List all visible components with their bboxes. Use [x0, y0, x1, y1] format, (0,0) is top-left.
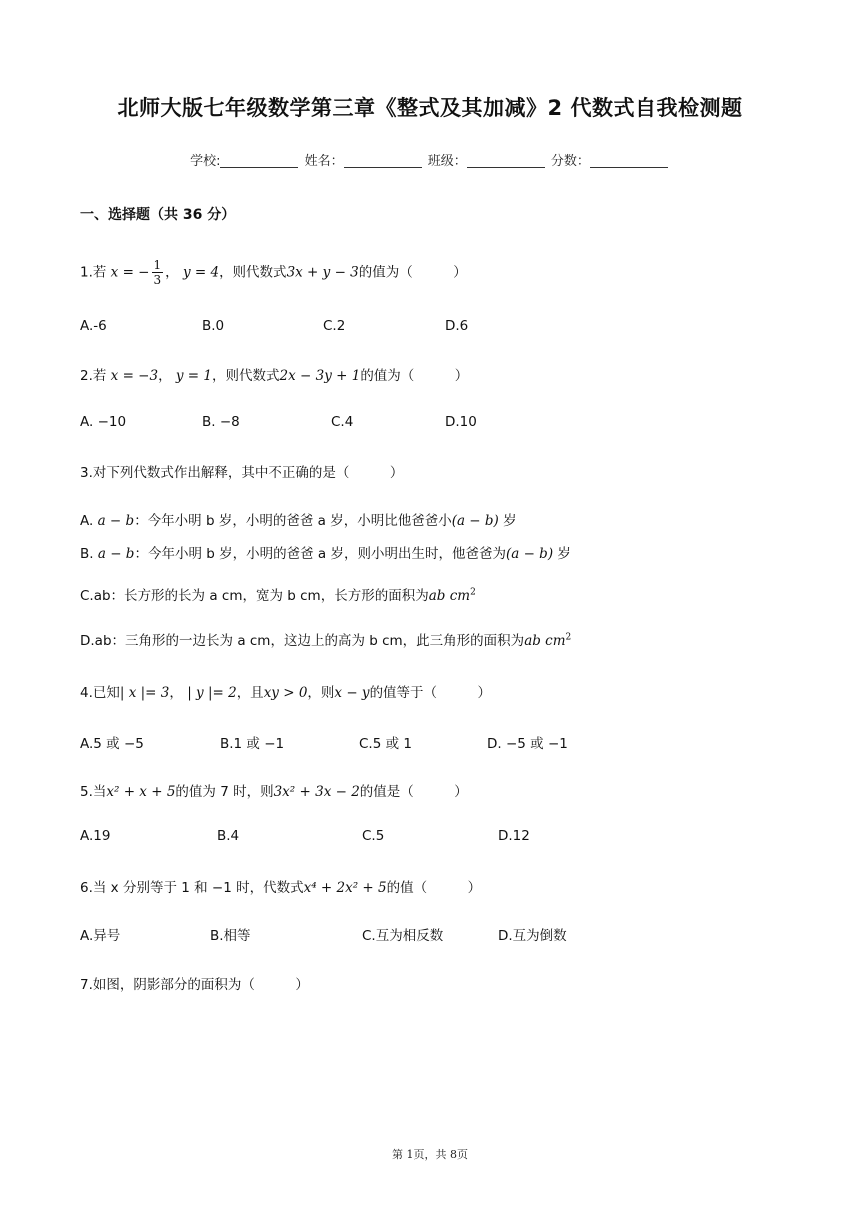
q4-option-c[interactable]: C.5 或 1: [359, 736, 412, 752]
question-4-stem: [80, 681, 491, 701]
q1-option-c[interactable]: C.2: [323, 318, 346, 334]
q1-prefix: 1.若: [80, 264, 111, 281]
q3-b-expr: a − b: [97, 546, 135, 562]
q4-mid: ，且: [236, 685, 264, 701]
q2-sep: ，: [158, 368, 176, 384]
section-heading: 一、选择题（共 36 分）: [80, 207, 236, 223]
q5-prefix: 5.当: [80, 784, 107, 800]
q6-option-d[interactable]: D.互为倒数: [498, 928, 567, 944]
name-blank: [344, 153, 422, 168]
q1-fraction: [152, 258, 164, 287]
q2-mid: ，则代数式: [212, 368, 280, 384]
q2-x-eq: x = −3: [110, 368, 159, 384]
q6-option-c[interactable]: C.互为相反数: [362, 928, 444, 944]
q3-a-prefix: A.: [80, 513, 98, 529]
q3-a-text: ：今年小明 b 岁，小明的爸爸 a 岁，小明比他爸爸小: [134, 513, 452, 529]
q4-sep: ，: [169, 685, 188, 701]
question-2-stem: [80, 364, 468, 384]
q3-b-prefix: B.: [80, 546, 98, 562]
q1-option-b[interactable]: B.0: [202, 318, 225, 334]
q1-sep: ，: [165, 264, 183, 281]
question-1-stem: [80, 258, 467, 287]
q3-a-suffix: 岁: [498, 513, 517, 529]
score-label: 分数：: [550, 154, 590, 169]
q4-suffix: 的值等于（ ）: [369, 685, 492, 701]
q5-expression-1: x² + x + 5: [106, 784, 176, 800]
q5-option-a[interactable]: A.19: [80, 828, 111, 844]
q5-expression-2: 3x² + 3x − 2: [273, 784, 360, 800]
q4-option-a[interactable]: A.5 或 −5: [80, 736, 144, 752]
q1-option-a[interactable]: A.-6: [80, 318, 107, 334]
q6-option-a[interactable]: A.异号: [80, 928, 121, 944]
q2-suffix: 的值为（ ）: [360, 368, 469, 384]
q2-expression: 2x − 3y + 1: [279, 368, 361, 384]
q3-option-a[interactable]: [80, 509, 517, 529]
q3-d-expr: ab cm: [524, 633, 566, 649]
q3-d-text: D.ab：三角形的一边长为 a cm，这边上的高为 b cm，此三角形的面积为: [80, 633, 525, 649]
q6-option-b[interactable]: B.相等: [210, 928, 251, 944]
name-label: 姓名：: [304, 154, 344, 169]
q2-prefix: 2.若: [80, 368, 111, 384]
document-title: 北师大版七年级数学第三章《整式及其加减》2 代数式自我检测题: [117, 96, 743, 120]
q5-suffix: 的值是（ ）: [359, 784, 468, 800]
q4-expression: x − y: [334, 685, 370, 701]
q3-option-b[interactable]: [80, 542, 571, 562]
q2-y-eq: y = 1: [175, 368, 213, 384]
q4-mid3: ，则: [307, 685, 335, 701]
q4-option-d[interactable]: D. −5 或 −1: [487, 736, 568, 752]
q5-option-b[interactable]: B.4: [217, 828, 240, 844]
q1-frac-den: 3: [153, 273, 162, 287]
q4-condition: xy > 0: [263, 685, 308, 701]
q1-x-eq: x = −: [110, 264, 150, 281]
student-info-line: [0, 150, 860, 169]
q1-suffix: 的值为（ ）: [358, 264, 467, 281]
q4-abs-y: | y |= 2: [187, 685, 237, 701]
school-label: 学校:: [190, 154, 221, 169]
q3-b-text: ：今年小明 b 岁，小明的爸爸 a 岁，则小明出生时，他爸爸为: [134, 546, 506, 562]
q1-expression: 3x + y − 3: [286, 264, 359, 281]
q5-option-d[interactable]: D.12: [498, 828, 530, 844]
question-6-stem: [80, 876, 481, 896]
q1-option-d[interactable]: D.6: [445, 318, 469, 334]
q5-mid: 的值为 7 时，则: [175, 784, 274, 800]
q3-b-suffix: 岁: [553, 546, 571, 562]
school-blank: [220, 153, 298, 168]
q2-option-d[interactable]: D.10: [445, 414, 477, 430]
page-footer: 第 1页，共 8页: [392, 1148, 468, 1161]
q1-mid: ，则代数式: [219, 264, 287, 281]
q3-d-sup: 2: [565, 632, 572, 643]
q6-suffix: 的值（ ）: [386, 880, 482, 896]
q6-prefix: 6.当 x 分别等于 1 和 −1 时，代数式: [80, 880, 304, 896]
q3-b-expr2: (a − b): [505, 546, 554, 562]
q1-frac-num: 1: [153, 258, 162, 272]
q3-option-d[interactable]: [80, 629, 571, 649]
q3-a-expr: a − b: [97, 513, 135, 529]
q1-y-eq: y = 4: [182, 264, 220, 281]
q4-abs-x: | x |= 3: [119, 685, 170, 701]
q6-expression: x⁴ + 2x² + 5: [303, 880, 387, 896]
q3-option-c[interactable]: [80, 584, 476, 604]
q3-c-sup: 2: [470, 587, 476, 598]
q3-a-expr2: (a − b): [451, 513, 499, 529]
q2-option-b[interactable]: B. −8: [202, 414, 240, 430]
q5-option-c[interactable]: C.5: [362, 828, 385, 844]
q2-option-a[interactable]: A. −10: [80, 414, 127, 430]
q2-option-c[interactable]: C.4: [331, 414, 354, 430]
class-blank: [467, 153, 545, 168]
score-blank: [590, 153, 668, 168]
question-3-stem: 3.对下列代数式作出解释，其中不正确的是（ ）: [80, 465, 404, 481]
q4-option-b[interactable]: B.1 或 −1: [220, 736, 285, 752]
q3-c-text: C.ab：长方形的长为 a cm，宽为 b cm，长方形的面积为: [80, 588, 429, 604]
q4-prefix: 4.已知: [80, 685, 120, 701]
q3-c-expr: ab cm: [428, 588, 471, 604]
question-5-stem: [80, 780, 468, 800]
class-label: 班级：: [427, 154, 467, 169]
question-7-stem: 7.如图，阴影部分的面积为（ ）: [80, 977, 309, 993]
